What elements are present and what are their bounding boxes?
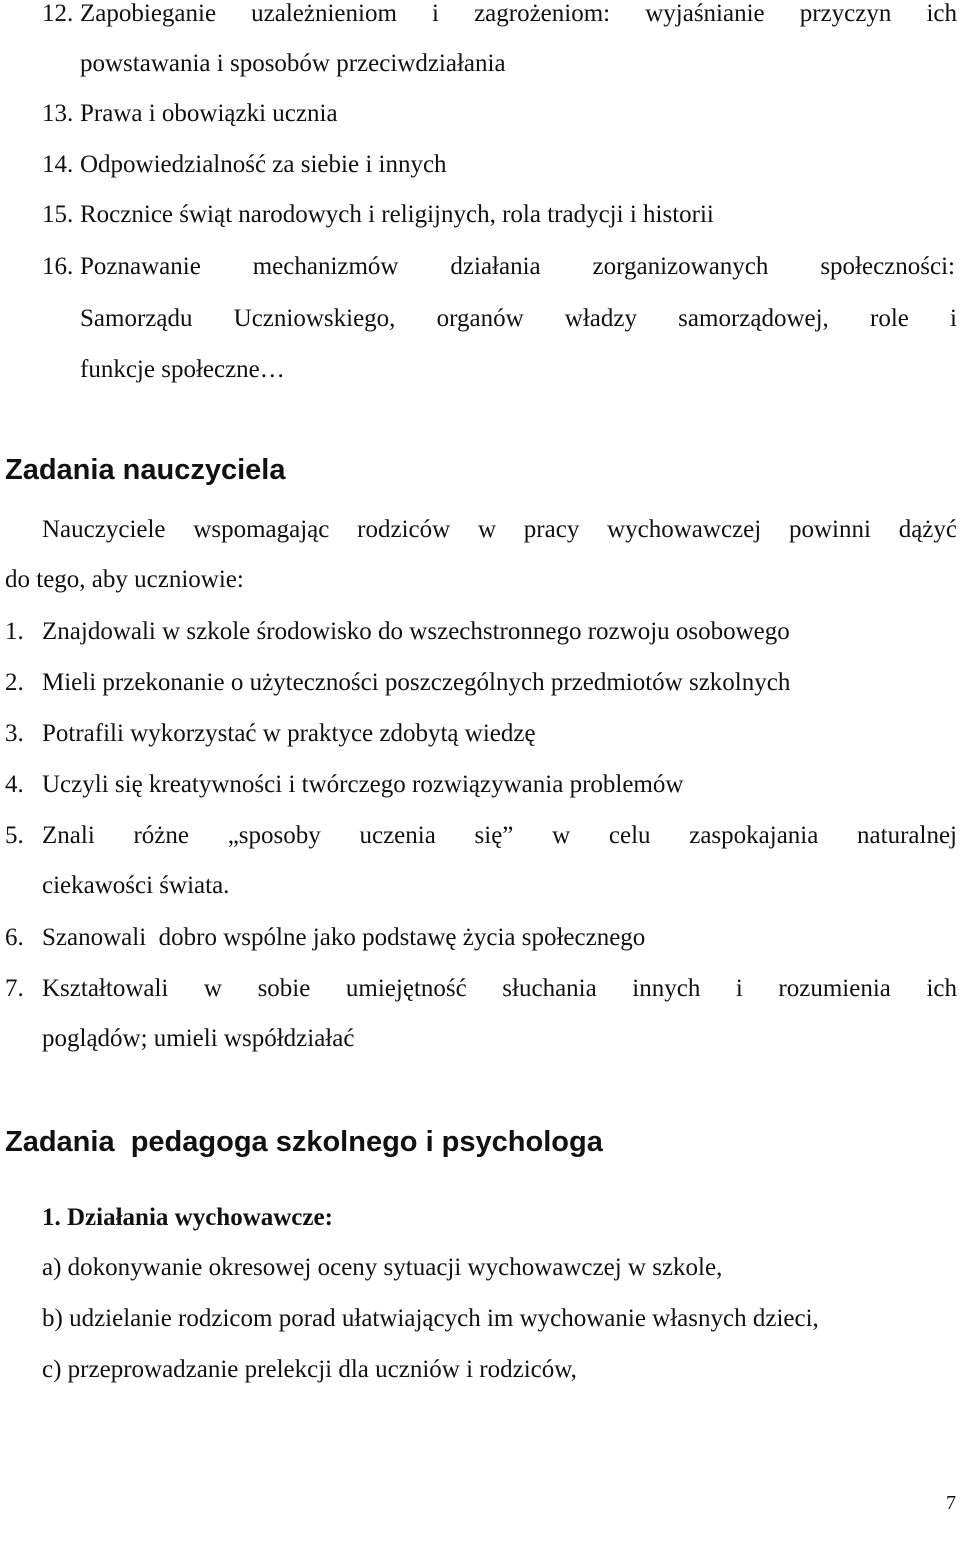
list-item-text: poglądów; umieli współdziałać <box>42 1025 355 1052</box>
list-item-text: Poznawanie mechanizmów działania zorganizowanych społeczności: <box>80 253 955 280</box>
list-item-text: Rocznice świąt narodowych i religijnych, rola tradycji i historii <box>80 201 714 228</box>
list-item-text: Znali różne „sposoby uczenia się” w celu zaspokajania naturalnej <box>42 822 957 849</box>
page-number: 7 <box>946 1492 956 1514</box>
list-item-text: Kształtowali w sobie umiejętność słuchania innych i rozumienia ich <box>42 975 957 1002</box>
list-item-text: powstawania i sposobów przeciwdziałania <box>80 50 506 77</box>
list-item-text: Zapobieganie uzależnieniom i zagrożeniom: wyjaśnianie przyczyn ich <box>80 0 957 27</box>
section-heading: Zadania pedagoga szkolnego i psychologa <box>5 1126 603 1158</box>
list-number: 16. <box>42 253 74 280</box>
list-item-text: ciekawości świata. <box>42 872 230 899</box>
list-number: 6. <box>5 924 24 951</box>
list-item-text: Potrafili wykorzystać w praktyce zdobytą wiedzę <box>42 720 536 747</box>
list-number: 15. <box>42 201 74 228</box>
list-number: 13. <box>42 100 74 127</box>
list-item-text: c) przeprowadzanie prelekcji dla uczniów i rodziców, <box>42 1356 577 1383</box>
list-item-text: b) udzielanie rodzicom porad ułatwiających im wychowanie własnych dzieci, <box>42 1305 819 1332</box>
list-number: 1. <box>5 618 24 645</box>
list-item-text: Uczyli się kreatywności i twórczego rozwiązywania problemów <box>42 771 684 798</box>
list-item-text: Mieli przekonanie o użyteczności poszczególnych przedmiotów szkolnych <box>42 669 791 696</box>
list-number: 3. <box>5 720 24 747</box>
list-number: 5. <box>5 822 24 849</box>
list-item-text: Szanowali dobro wspólne jako podstawę życia społecznego <box>42 924 646 951</box>
list-item-text: Znajdowali w szkole środowisko do wszechstronnego rozwoju osobowego <box>42 618 790 645</box>
section-heading: Zadania nauczyciela <box>5 454 286 486</box>
list-item-text: Samorządu Uczniowskiego, organów władzy samorządowej, role i <box>80 305 957 332</box>
list-number: 4. <box>5 771 24 798</box>
subheading: 1. Działania wychowawcze: <box>42 1204 333 1231</box>
list-number: 12. <box>42 0 74 27</box>
list-number: 2. <box>5 669 24 696</box>
paragraph-line: do tego, aby uczniowie: <box>5 566 244 593</box>
list-number: 14. <box>42 151 74 178</box>
list-item-text: funkcje społeczne… <box>80 356 285 383</box>
list-number: 7. <box>5 975 24 1002</box>
list-item-text: Prawa i obowiązki ucznia <box>80 100 338 127</box>
list-item-text: a) dokonywanie okresowej oceny sytuacji wychowawczej w szkole, <box>42 1254 723 1281</box>
paragraph-line: Nauczyciele wspomagając rodziców w pracy wychowawczej powinni dążyć <box>42 516 957 543</box>
list-item-text: Odpowiedzialność za siebie i innych <box>80 151 447 178</box>
